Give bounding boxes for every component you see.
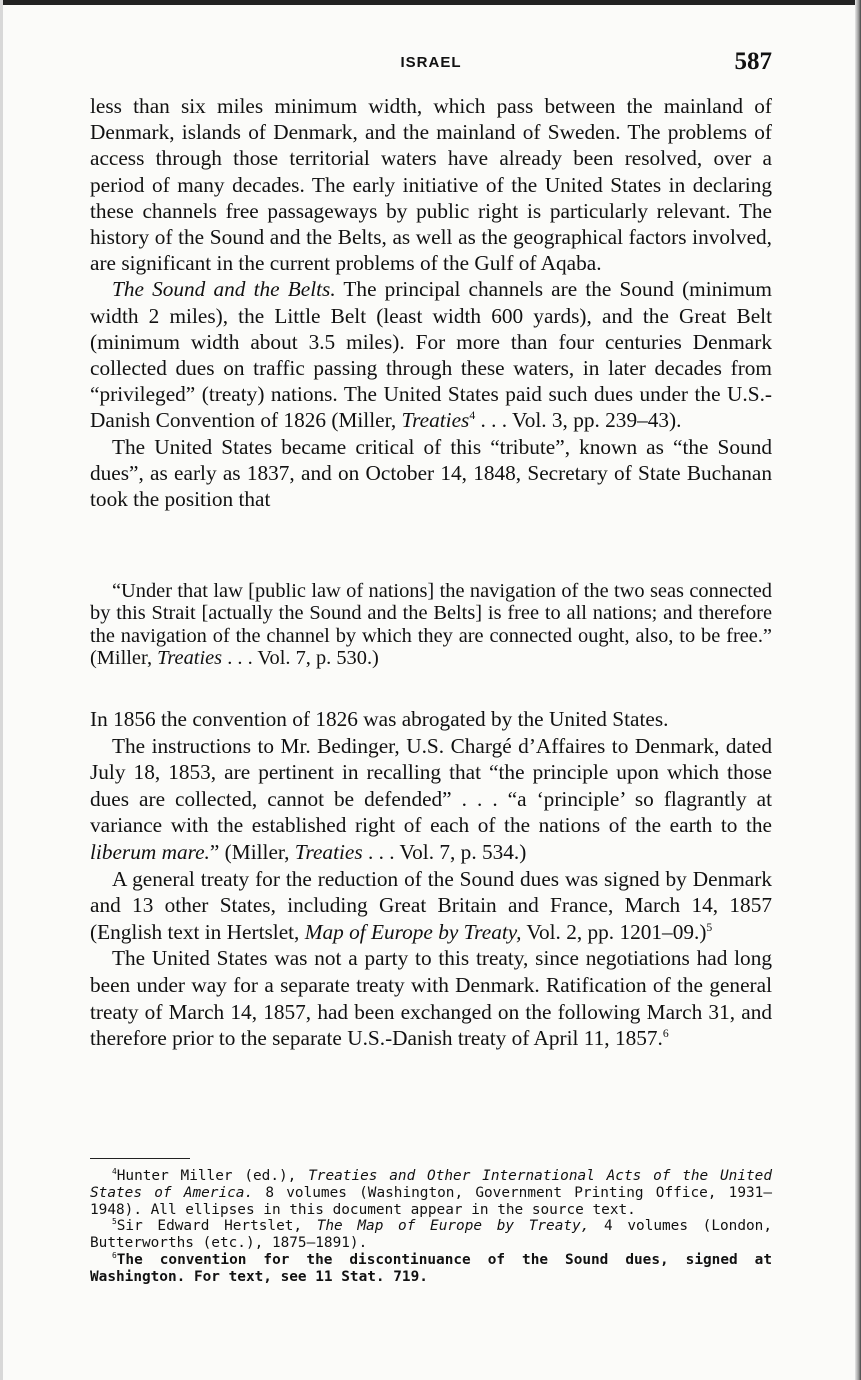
page-left-edge [0,0,3,1380]
running-head-title: ISRAEL [400,54,462,71]
text-line: of Denmark, islands of Denmark, and the mainland of Sweden. The [90,94,772,145]
page-top-edge [0,0,861,5]
text-line: current problems of the Gulf of Aqaba. [269,251,602,276]
body-text-continued [90,706,772,1052]
footnote-4 [90,1168,772,1218]
footnote-title: The Map of Europe by Treaty, [316,1218,590,1235]
text-line: resolved, over a period of many decades. The early initiative of the [90,146,772,197]
citation-title: Treaties [401,408,470,433]
text-line: problems of access through those territorial waters have already been [90,120,772,171]
text-line: United States in declaring these channels free passageways by public [90,172,773,223]
paragraph-text-tail: Vol. 2, pp. 1201–09.) [521,919,707,944]
footnote-mark: 4 [112,1167,117,1177]
section-heading: The Sound and the Belts. [112,277,336,302]
footnote-6 [90,1252,772,1286]
footnotes [90,1168,772,1286]
text-line: less than six miles minimum width, which pass between the mainland [90,94,744,118]
paragraph-abrogated [90,706,772,733]
paragraph-text-tail: ” (Miller, [209,839,295,864]
footnote-text: Hunter Miller (ed.), [116,1168,309,1184]
footnote-5 [90,1218,772,1252]
text-line: right is particularly relevant. The history of the Sound and the Belts, [90,198,772,250]
paragraph-bedinger [90,733,772,866]
paragraph-text-tail: . . . Vol. 3, pp. 239–43). [475,408,682,433]
page-number: 587 [734,48,772,75]
footnote-text: The convention for the discontinuance of the Sound dues, signed at Washington. For text, see 11 Stat. 719. [90,1251,772,1285]
paragraph-text: The instructions to Mr. Bedinger, U.S. Chargé d’Affaires to Denmark, dated July 18, 1853, are pertinent in recalling that “the principle upon which those dues are collected, cannot be defended” . . . “a ‘principle’ so flagrantly at variance with the established right of each of the nations of the earth to the [90,733,772,838]
paragraph-general-treaty [90,866,772,946]
page-binding-edge [855,0,861,1380]
paragraph-text: In 1856 the convention of 1826 was abrogated by the United States. [90,707,669,731]
block-quote [90,580,772,670]
running-head [90,48,772,78]
latin-phrase: liberum mare. [90,839,210,864]
footnote-mark: 5 [112,1217,117,1227]
quote-text-tail: . . . Vol. 7, p. 530.) [222,647,379,670]
footnote-text-tail: 8 volumes (Washington, Government Printing Office, 1931–1948). All ellipses in this document appear in the source text. [90,1184,772,1218]
footnote-divider [90,1158,190,1159]
body-text [90,93,772,512]
footnote-mark: 6 [112,1251,117,1261]
paragraph-text: The principal channels are the Sound (minimum width 2 miles), the Little Belt (least width 600 yards), and the Great Belt (minimum width about 3.5 miles). For more than four centuries Denmark collected dues on traffic passing through these waters, in later decades from “privileged” (treaty) nations. The United States paid such dues under the U.S.-Danish Convention of 1826 (Miller, [90,277,772,433]
footnote-ref: 6 [662,1027,669,1041]
paragraph-text-tail: . . . Vol. 7, p. 534.) [362,839,527,864]
footnote-text-tail: 4 volumes (London, Butterworths (etc.), 1875–1891). [90,1218,772,1252]
paragraph-text: The United States became critical of this “tribute”, known as “the Sound dues”, as early as 1837, and on October 14, 1848, Secretary of State Buchanan took the position that [90,434,772,512]
paragraph-not-party [90,945,772,1051]
paragraph-tribute [90,434,772,513]
footnote-ref: 4 [469,409,476,423]
footnote-ref: 5 [706,920,713,934]
paragraph-sound-and-belts [90,276,772,433]
footnote-title: Treaties and Other International Acts of the United States of America. [90,1168,772,1201]
footnote-text: Sir Edward Hertslet, [116,1218,317,1235]
text-line: as well as the geographical factors involved, are significant in the [90,225,773,276]
paragraph-text: A general treaty for the reduction of the Sound dues was signed by Denmark and 13 other States, including Great Britain and France, March 14, 1857 (English text in Hertslet, [90,866,772,944]
paragraph-continued [90,93,772,276]
quote-text: “Under that law [public law of nations] the navigation of the two seas connected by this Strait [actually the Sound and the Belts] is free to all nations; and therefore the navigation of the channel by which they are connected ought, also, to be free.” (Miller, [90,580,772,670]
citation-title: Treaties [294,839,363,864]
citation-title: Map of Europe by Treaty, [304,919,522,944]
paragraph-text: The United States was not a party to this treaty, since negotiations had long been under way for a separate treaty with Denmark. Ratification of the general treaty of March 14, 1857, had been exchanged on the following March 31, and therefore prior to the separate U.S.-Danish treaty of April 11, 1857. [90,946,772,1051]
citation-title: Treaties [157,647,223,670]
